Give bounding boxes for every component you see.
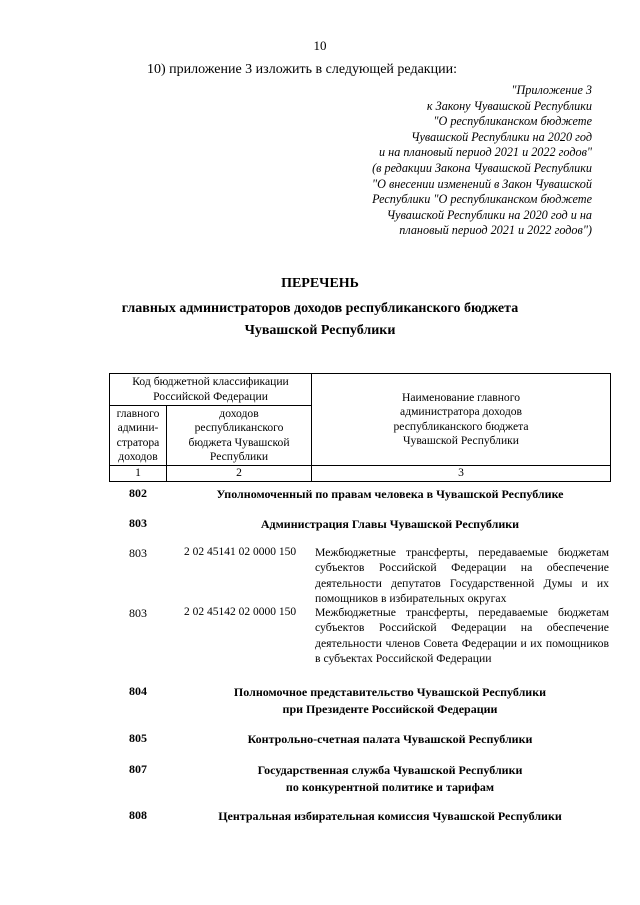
- administrator-name: Уполномоченный по правам человека в Чувашской Республике: [216, 487, 564, 501]
- admin-code: 802: [129, 486, 147, 500]
- document-subtitle: [80, 298, 560, 342]
- amendment-intro: 10) приложение 3 изложить в следующей редакции:: [147, 62, 457, 77]
- header-number-cell: 2: [167, 466, 312, 482]
- administrator-name: Центральная избирательная комиссия Чувашской Республики: [218, 809, 562, 823]
- admin-code: 804: [129, 684, 147, 698]
- admin-code: 803: [129, 606, 147, 620]
- annex-line: "О республиканском бюджете: [433, 114, 592, 129]
- administrator-name: Администрация Главы Чувашской Республики: [260, 517, 520, 531]
- header-number-cell: 3: [312, 466, 611, 482]
- document-title: ПЕРЕЧЕНЬ: [281, 276, 359, 291]
- annex-line: Чувашской Республики на 2020 год и на: [386, 207, 592, 222]
- page-number: 10: [313, 38, 327, 53]
- annex-line: "О внесении изменений в Закон Чувашской: [372, 176, 592, 191]
- annex-line: плановый период 2021 и 2022 годов"): [399, 223, 592, 238]
- header-group-cell: Код бюджетной классификации Российской Федерации: [110, 374, 312, 406]
- header-admin-code-cell: главного админи-стратора доходов: [110, 406, 167, 466]
- header-income-code-cell: доходов республиканского бюджета Чувашской Республики: [167, 406, 312, 466]
- table-header: [109, 373, 611, 482]
- annex-reference: [320, 83, 592, 239]
- annex-line: Республики "О республиканском бюджете: [372, 192, 592, 207]
- annex-line: "Приложение 3: [511, 83, 592, 97]
- annex-line: (в редакции Закона Чувашской Республики: [372, 160, 592, 175]
- administrator-name: [170, 684, 610, 718]
- income-description: Межбюджетные трансферты, передаваемые бюджетам субъектов Российской Федерации на обеспечение деятельности депутатов Государственной Думы и их помощников в избирательных округах: [315, 546, 609, 606]
- income-description: Межбюджетные трансферты, передаваемые бюджетам субъектов Российской Федерации на обеспечение деятельности членов Совета Федерации и их помощников в субъектах Российской Федерации: [315, 606, 609, 666]
- income-code: 2 02 45142 02 0000 150: [183, 606, 297, 618]
- header-name-cell: Наименование главного администратора доходов республиканского бюджета Чувашской Республики: [312, 374, 611, 466]
- annex-line: к Закону Чувашской Республики: [426, 98, 592, 113]
- administrator-name: [170, 762, 610, 796]
- header-number-cell: 1: [110, 466, 167, 482]
- administrator-name-line: по конкурентной политике и тарифам: [285, 780, 495, 794]
- annex-line: Чувашской Республики на 2020 год: [411, 129, 592, 144]
- administrator-name-line: Полномочное представительство Чувашской Республики: [233, 685, 547, 699]
- subtitle-line: главных администраторов доходов республиканского бюджета: [121, 301, 519, 316]
- admin-code: 808: [129, 808, 147, 822]
- annex-line: и на плановый период 2021 и 2022 годов": [379, 145, 592, 160]
- admin-code: 803: [129, 546, 147, 560]
- subtitle-line: Чувашской Республики: [244, 323, 396, 338]
- administrator-name-line: Государственная служба Чувашской Республики: [257, 763, 523, 777]
- administrator-name: Контрольно-счетная палата Чувашской Республики: [247, 732, 533, 746]
- admin-code: 803: [129, 516, 147, 530]
- administrator-name-line: при Президенте Российской Федерации: [282, 702, 498, 716]
- income-code: 2 02 45141 02 0000 150: [183, 546, 297, 558]
- admin-code: 807: [129, 762, 147, 776]
- admin-code: 805: [129, 731, 147, 745]
